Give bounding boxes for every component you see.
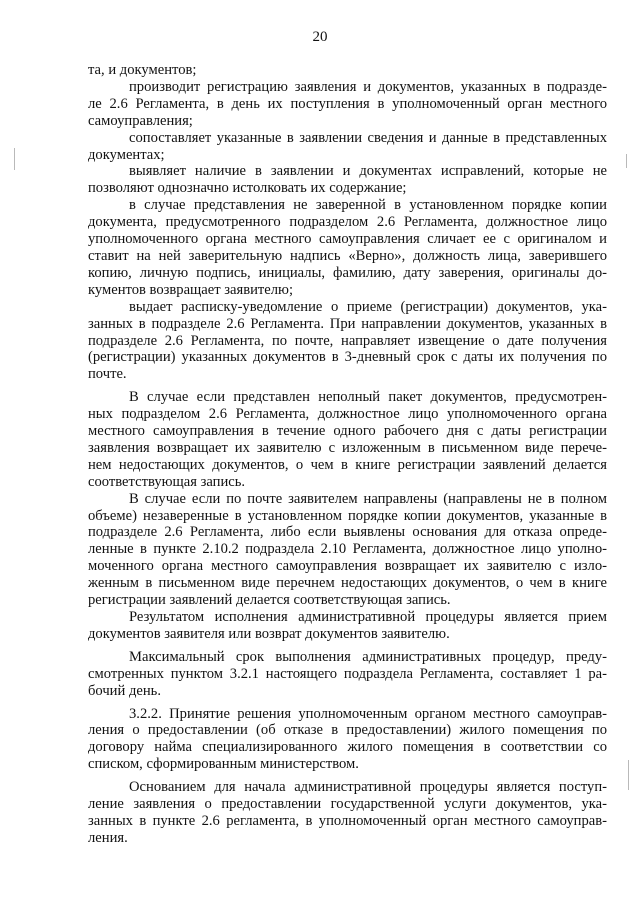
text-line: В случае если представлен неполный пакет документов, предусмотрен-	[129, 389, 607, 406]
text-line: выдает расписку-уведомление о приеме (регистрации) документов, ука-	[129, 298, 607, 315]
text-line: уполномоченного органа местного самоуправления сличает ее с оригиналом и	[88, 231, 607, 248]
text-line: объеме) незаверенные в установленном порядке копии документов, указанные в	[88, 507, 607, 524]
text-line: сопоставляет указанные в заявлении сведения и данные в представленных	[129, 129, 607, 146]
text-line: почте.	[88, 366, 127, 383]
text-line: списком, сформированным министерством.	[88, 756, 359, 773]
scan-mark	[626, 154, 627, 168]
body-text	[88, 62, 607, 847]
text-line: регистрации заявлений делается соответствующая запись.	[88, 592, 451, 609]
text-line: ление заявления о предоставлении государственной услуги документов, ука-	[88, 796, 607, 813]
text-line: договору найма специализированного жилого помещения в соответствии со	[88, 739, 607, 756]
text-line: подразделе 2.6 Регламента, либо если выявлены основания для отказа опреде-	[88, 524, 607, 541]
text-line: ления о предоставлении (об отказе в предоставлении) жилого помещения по	[88, 722, 607, 739]
text-line: заявления возвращает их заявителю с изложенным в письменном виде перече-	[88, 439, 607, 456]
text-line: бочий день.	[88, 682, 161, 699]
text-line: нем недостающих документов, о чем в книге регистрации заявлений делается	[88, 456, 607, 473]
text-line: выявляет наличие в заявлении и документах исправлений, которые не	[129, 163, 607, 180]
text-line: документа, предусмотренного подразделом 2.6 Регламента, должностное лицо	[88, 214, 607, 231]
text-line: подразделе 2.6 Регламента, по почте, направляет извещение о дате получения	[88, 332, 607, 349]
text-line: та, и документов;	[88, 62, 197, 78]
text-line: самоуправления;	[88, 112, 193, 129]
scan-mark	[14, 148, 15, 170]
text-line: ле 2.6 Регламента, в день их поступления в уполномоченный орган местного	[88, 95, 607, 112]
text-line: занных в пункте 2.6 регламента, в уполномоченный орган местного самоуправ-	[88, 812, 607, 829]
text-line: производит регистрацию заявления и документов, указанных в подразде-	[129, 78, 607, 95]
scan-mark	[628, 760, 629, 790]
text-line: ленные в пункте 2.10.2 подраздела 2.10 Регламента, должностное лицо уполно-	[88, 541, 607, 558]
text-line: местного самоуправления в течение одного рабочего дня с даты регистрации	[88, 423, 607, 440]
text-line: женным в письменном виде перечнем недостающих документов, о чем в книге	[88, 575, 607, 592]
text-line: 3.2.2. Принятие решения уполномоченным органом местного самоуправ-	[129, 705, 607, 722]
text-line: кументов возвращает заявителю;	[88, 281, 294, 298]
text-line: документов заявителя или возврат документов заявителю.	[88, 625, 450, 642]
text-line: Результатом исполнения административной процедуры является прием	[129, 609, 607, 625]
text-line: занных в подразделе 2.6 Регламента. При направлении документов, указанных в	[88, 315, 607, 332]
text-line: ных подразделом 2.6 Регламента, должностное лицо уполномоченного органа	[88, 406, 607, 423]
text-line: ставит на ней заверительную надпись «Верно», должность лица, заверившего	[88, 247, 607, 264]
text-line: (регистрации) указанных документов в 3-дневный срок с даты их получения по	[88, 349, 607, 366]
text-line: моченного органа местного самоуправления возвращает их заявителю с изло-	[88, 558, 607, 575]
text-line: копию, личную подпись, инициалы, фамилию, дату заверения, оригиналы до-	[88, 264, 607, 281]
text-line: соответствующая запись.	[88, 473, 246, 490]
text-line: документах;	[88, 146, 165, 163]
text-line: Максимальный срок выполнения административных процедур, преду-	[129, 648, 607, 665]
page-number: 20	[312, 29, 328, 45]
text-line: смотренных пунктом 3.2.1 настоящего подраздела Регламента, составляет 1 ра-	[88, 665, 607, 682]
text-line: позволяют однозначно истолковать их содержание;	[88, 180, 407, 197]
text-line: в случае представления не заверенной в установленном порядке копии	[129, 197, 607, 214]
text-line: ления.	[88, 829, 128, 846]
text-line: В случае если по почте заявителем направлены (направлены не в полном	[129, 490, 607, 507]
text-line: Основанием для начала административной процедуры является поступ-	[129, 779, 607, 796]
